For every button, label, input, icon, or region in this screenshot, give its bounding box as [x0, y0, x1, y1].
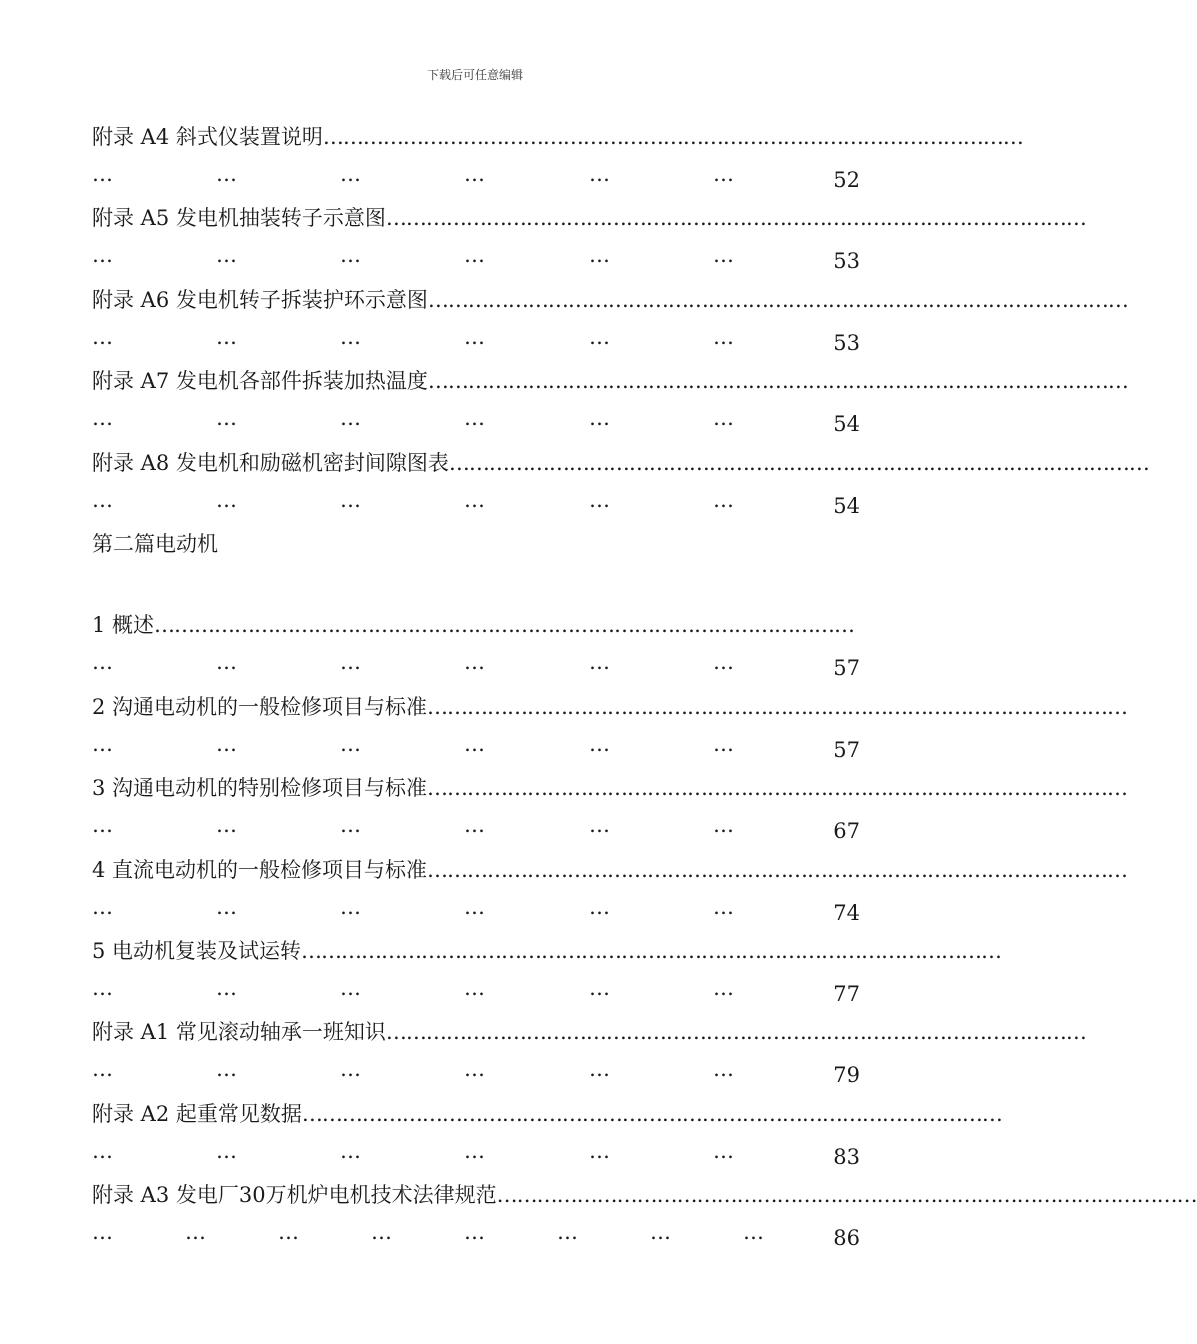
toc-leader-ellipsis: …	[589, 487, 609, 512]
toc-page-number: 53	[833, 249, 860, 274]
toc-entry-label: 4 直流电动机的一般检修项目与标准	[92, 857, 428, 882]
toc-leader-ellipsis: …	[713, 324, 733, 349]
toc-leader-ellipsis: …	[92, 487, 112, 512]
toc-leader-ellipsis: …	[92, 731, 112, 756]
toc-leader-ellipsis: …	[713, 406, 733, 431]
toc-leader-ellipsis: …	[216, 975, 236, 1000]
toc-leader-dots: ……………………………………………………………………………………………	[427, 287, 1128, 312]
toc-entry-page-line	[92, 408, 860, 440]
toc-leader-ellipsis: …	[589, 894, 609, 919]
toc-entry-page-line	[92, 487, 860, 522]
toc-leader-dots: ……………………………………………………………………………………………	[496, 1183, 1197, 1208]
toc-leader-ellipsis: …	[216, 162, 236, 186]
toc-leader-ellipsis: …	[713, 1138, 733, 1163]
toc-leader-ellipsis: …	[216, 731, 236, 756]
toc-leader-ellipsis: …	[340, 894, 360, 919]
toc-entry-page-line	[92, 1059, 860, 1091]
toc-leader-dots: ……………………………………………………………………………………………	[322, 125, 1023, 149]
toc-leader-ellipsis: …	[340, 243, 360, 268]
toc-leader-ellipsis: …	[464, 487, 484, 512]
toc-leader-ellipsis: …	[464, 731, 484, 756]
toc-leader-dots: ……………………………………………………………………………………………	[301, 1101, 1002, 1126]
toc-entry-title-line	[92, 1178, 1197, 1212]
toc-page-number: 86	[833, 1226, 860, 1251]
toc-entry-title-line	[92, 690, 1128, 724]
toc-leader-ellipsis: …	[743, 1220, 763, 1245]
toc-leader-ellipsis: …	[216, 813, 236, 838]
toc-entry-page-line	[92, 731, 860, 766]
toc-leader-ellipsis: …	[92, 1057, 112, 1082]
toc-entry[interactable]	[92, 364, 1128, 445]
toc-leader-ellipsis: …	[92, 324, 112, 349]
toc-entry-page-line	[92, 1222, 860, 1254]
toc-leader-ellipsis: …	[92, 975, 112, 1000]
toc-leader-ellipsis: …	[464, 406, 484, 431]
toc-group-generator-appendix	[92, 120, 1149, 527]
page-header: 下载后可任意编辑	[426, 68, 523, 82]
toc-leader-ellipsis: …	[340, 1057, 360, 1082]
toc-entry[interactable]	[92, 120, 1023, 201]
toc-leader-ellipsis: …	[464, 324, 484, 349]
toc-leader-ellipsis: …	[92, 894, 112, 919]
toc-entry[interactable]	[92, 853, 1128, 934]
toc-leader-ellipsis: …	[464, 1220, 484, 1245]
toc-entry-label: 1 概述	[92, 613, 155, 638]
toc-leader-ellipsis: …	[464, 650, 484, 675]
toc-leader-ellipsis: …	[589, 1138, 609, 1163]
toc-entry-title-line	[92, 283, 1128, 317]
toc-entry-title-line	[92, 771, 1128, 805]
toc-leader-ellipsis: …	[589, 406, 609, 431]
toc-leader-ellipsis: …	[216, 894, 236, 919]
toc-entry[interactable]	[92, 608, 860, 689]
toc-leader-ellipsis: …	[464, 1138, 484, 1163]
toc-leader-dots: ……………………………………………………………………………………………	[427, 694, 1128, 719]
toc-entry-label: 5 电动机复装及试运转	[92, 938, 302, 963]
toc-leader-ellipsis: …	[216, 487, 236, 512]
toc-leader-ellipsis: …	[216, 406, 236, 431]
toc-leader-ellipsis: …	[713, 894, 733, 919]
toc-entry-label: 附录 A3 发电厂30万机炉电机技术法律规范	[92, 1183, 497, 1208]
toc-leader-ellipsis: …	[278, 1220, 298, 1245]
section-heading-row	[92, 527, 860, 608]
toc-page-number: 54	[833, 493, 860, 518]
toc-leader-dots: ……………………………………………………………………………………………	[301, 938, 1002, 963]
toc-leader-ellipsis: …	[340, 487, 360, 512]
toc-leader-ellipsis: …	[713, 243, 733, 268]
toc-leader-ellipsis: …	[216, 650, 236, 675]
toc-entry-label: 附录 A5 发电机抽装转子示意图	[92, 206, 386, 231]
toc-group-motor	[92, 608, 1197, 1259]
toc-page-number: 57	[833, 737, 860, 762]
toc-entry-label: 附录 A8 发电机和励磁机密封间隙图表	[92, 450, 449, 475]
toc-leader-ellipsis: …	[557, 1220, 577, 1245]
toc-entry[interactable]	[92, 690, 1128, 771]
toc-page-number: 57	[833, 656, 860, 681]
toc-entry[interactable]	[92, 1178, 1197, 1259]
toc-leader-ellipsis: …	[464, 894, 484, 919]
toc-entry-title-line	[92, 608, 860, 642]
toc-entry-title-line	[92, 201, 1086, 235]
toc-leader-ellipsis: …	[340, 1138, 360, 1163]
toc-leader-ellipsis: …	[92, 1138, 112, 1163]
toc-leader-ellipsis: …	[92, 1220, 112, 1245]
toc-leader-ellipsis: …	[216, 324, 236, 349]
toc-entry[interactable]	[92, 1097, 1002, 1178]
toc-entry[interactable]	[92, 934, 1002, 1015]
toc-leader-ellipsis: …	[464, 1057, 484, 1082]
toc-entry-label: 附录 A6 发电机转子拆装护环示意图	[92, 287, 428, 312]
toc-entry-page-line	[92, 164, 860, 196]
toc-leader-ellipsis: …	[589, 162, 609, 186]
toc-page-number: 54	[833, 412, 860, 437]
section-heading: 第二篇电动机	[92, 531, 218, 556]
toc-entry-title-line	[92, 120, 1023, 154]
table-of-contents	[92, 120, 1197, 1259]
toc-leader-ellipsis: …	[340, 324, 360, 349]
toc-entry[interactable]	[92, 283, 1128, 364]
toc-leader-ellipsis: …	[464, 162, 484, 186]
toc-leader-ellipsis: …	[92, 650, 112, 675]
toc-leader-dots: ……………………………………………………………………………………………	[427, 776, 1128, 801]
toc-leader-ellipsis: …	[589, 975, 609, 1000]
toc-entry-title-line	[92, 934, 1002, 968]
toc-entry-title-line	[92, 446, 1149, 480]
toc-leader-ellipsis: …	[340, 813, 360, 838]
toc-entry-label: 附录 A1 常见滚动轴承一班知识	[92, 1020, 386, 1045]
toc-page-number: 67	[833, 819, 860, 844]
toc-entry-title-line	[92, 1015, 1086, 1049]
toc-entry-page-line	[92, 1138, 860, 1173]
toc-entry-label: 附录 A2 起重常见数据	[92, 1101, 302, 1126]
toc-leader-dots: ……………………………………………………………………………………………	[427, 369, 1128, 394]
toc-leader-dots: ……………………………………………………………………………………………	[154, 613, 855, 638]
toc-page-number: 74	[833, 900, 860, 925]
toc-page-number: 77	[833, 981, 860, 1006]
toc-entry-page-line	[92, 975, 860, 1010]
toc-leader-ellipsis: …	[713, 731, 733, 756]
toc-leader-ellipsis: …	[589, 324, 609, 349]
toc-leader-ellipsis: …	[589, 731, 609, 756]
toc-entry-page-line	[92, 245, 860, 277]
toc-leader-ellipsis: …	[92, 243, 112, 268]
toc-entry[interactable]	[92, 446, 1149, 527]
toc-entry-page-line	[92, 324, 860, 359]
toc-leader-dots: ……………………………………………………………………………………………	[448, 450, 1149, 475]
toc-leader-ellipsis: …	[713, 162, 733, 186]
toc-entry-label: 附录 A4 斜式仪装置说明	[92, 125, 323, 149]
toc-leader-ellipsis: …	[92, 406, 112, 431]
toc-entry-page-line	[92, 652, 860, 684]
toc-leader-ellipsis: …	[92, 813, 112, 838]
toc-page-number: 53	[833, 330, 860, 355]
toc-entry-label: 2 沟通电动机的一般检修项目与标准	[92, 694, 428, 719]
toc-leader-dots: ……………………………………………………………………………………………	[385, 1020, 1086, 1045]
toc-leader-ellipsis: …	[185, 1220, 205, 1245]
toc-leader-ellipsis: …	[589, 650, 609, 675]
toc-leader-ellipsis: …	[340, 731, 360, 756]
toc-leader-ellipsis: …	[713, 813, 733, 838]
toc-leader-dots: ……………………………………………………………………………………………	[427, 857, 1128, 882]
toc-page-number: 83	[833, 1144, 860, 1169]
toc-page-number: 79	[833, 1063, 860, 1088]
toc-leader-ellipsis: …	[650, 1220, 670, 1245]
toc-entry[interactable]	[92, 201, 1086, 282]
toc-leader-ellipsis: …	[589, 243, 609, 268]
toc-leader-dots: ……………………………………………………………………………………………	[385, 206, 1086, 231]
toc-entry-page-line	[92, 815, 860, 847]
toc-leader-ellipsis: …	[216, 1057, 236, 1082]
toc-page-number: 52	[833, 168, 860, 192]
toc-entry-label: 附录 A7 发电机各部件拆装加热温度	[92, 369, 428, 394]
toc-entry-page-line	[92, 894, 860, 929]
toc-leader-ellipsis: …	[216, 243, 236, 268]
toc-leader-ellipsis: …	[464, 813, 484, 838]
toc-leader-ellipsis: …	[713, 487, 733, 512]
toc-leader-ellipsis: …	[464, 243, 484, 268]
toc-leader-ellipsis: …	[371, 1220, 391, 1245]
toc-leader-ellipsis: …	[713, 975, 733, 1000]
toc-entry[interactable]	[92, 1015, 1086, 1096]
toc-leader-ellipsis: …	[589, 1057, 609, 1082]
toc-leader-ellipsis: …	[340, 406, 360, 431]
toc-leader-ellipsis: …	[340, 162, 360, 186]
toc-leader-ellipsis: …	[464, 975, 484, 1000]
toc-entry-title-line	[92, 364, 1128, 398]
toc-entry[interactable]	[92, 771, 1128, 852]
toc-entry-label: 3 沟通电动机的特别检修项目与标准	[92, 776, 428, 801]
toc-leader-ellipsis: …	[340, 975, 360, 1000]
toc-leader-ellipsis: …	[713, 1057, 733, 1082]
toc-leader-ellipsis: …	[589, 813, 609, 838]
toc-entry-title-line	[92, 853, 1128, 887]
toc-leader-ellipsis: …	[92, 162, 112, 186]
toc-leader-ellipsis: …	[713, 650, 733, 675]
toc-leader-ellipsis: …	[216, 1138, 236, 1163]
toc-entry-title-line	[92, 1097, 1002, 1131]
toc-leader-ellipsis: …	[340, 650, 360, 675]
